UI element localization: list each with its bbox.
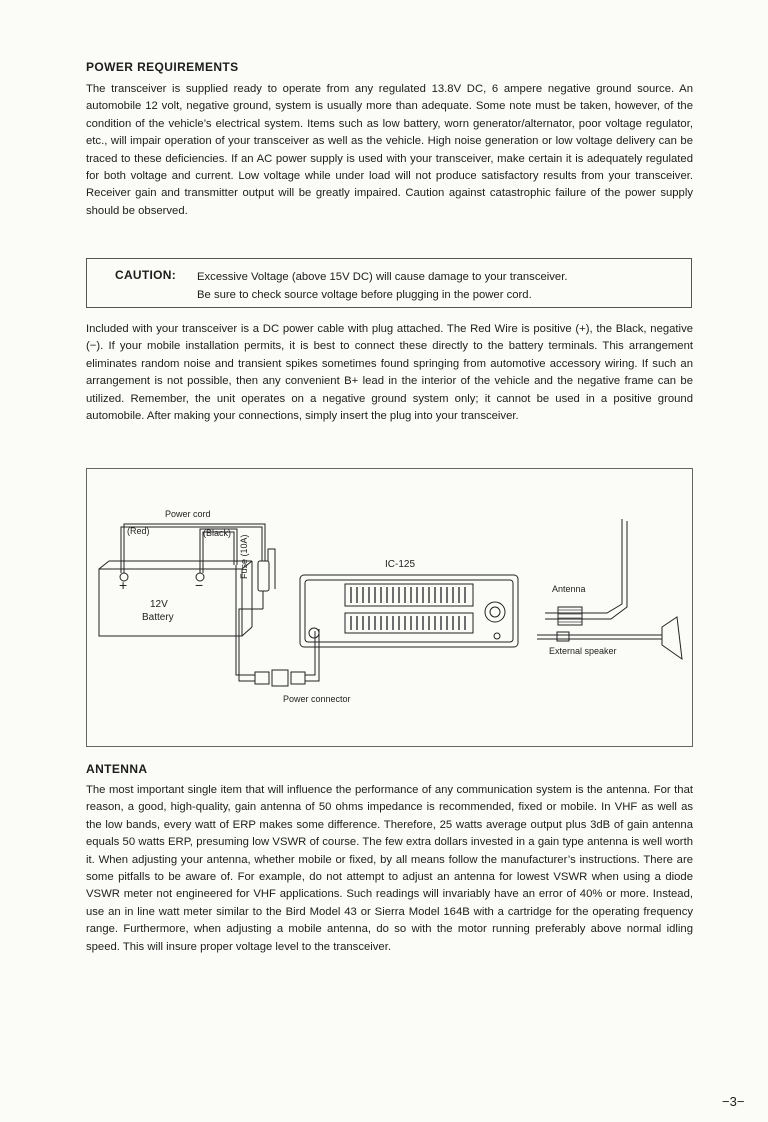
wiring-diagram xyxy=(86,468,693,747)
power-requirements-heading: POWER REQUIREMENTS xyxy=(86,60,239,74)
page-number: −3− xyxy=(722,1094,745,1109)
battery-voltage-label: 12V xyxy=(150,599,168,610)
caution-line-2: Be sure to check source voltage before plugging in the power cord. xyxy=(197,289,532,301)
antenna-heading: ANTENNA xyxy=(86,762,148,776)
tuning-knob xyxy=(485,602,505,622)
power-cord-label: Power cord xyxy=(165,509,211,519)
connector-plug xyxy=(255,672,269,684)
display-upper xyxy=(345,584,473,606)
battery-label: Battery xyxy=(142,612,174,623)
antenna-cable xyxy=(545,519,622,613)
caution-line-1: Excessive Voltage (above 15V DC) will cause damage to your transceiver. xyxy=(197,271,568,283)
black-wire-label: (Black) xyxy=(203,528,232,538)
speaker-cone xyxy=(662,617,682,659)
antenna-label: Antenna xyxy=(552,584,586,594)
plus-label: + xyxy=(119,577,128,593)
fuse xyxy=(258,561,269,591)
speaker-label: External speaker xyxy=(549,646,617,656)
fuse-label: Fuse (10A) xyxy=(239,534,249,579)
red-wire-label: (Red) xyxy=(127,526,150,536)
caution-label: CAUTION: xyxy=(115,268,177,282)
display-lower xyxy=(345,613,473,633)
caution-box xyxy=(86,258,692,308)
minus-label: − xyxy=(195,577,204,593)
model-label: IC-125 xyxy=(385,559,416,570)
antenna-paragraph: The most important single item that will influence the performance of any communication system is the antenna. For that reason, a good, high-quality, gain antenna of 50 ohms impedance is recommended, fixed or mobile. In VHF as well as the low bands, every watt of ERP makes some difference. Therefore, 25 watts average output plus 3dB of gain antenna equals 50 watts ERP, presuming low VSWR of course. The few extra dollars invested in a gain type antenna is well worth it. When adjusting your antenna, whether mobile or fixed, by all means follow the manufacturer’s instructions. There are some pitfalls to be aware of. For example, do not attempt to adjust an antenna for lowest VSWR when using a diode VSWR meter not engineered for VHF applications. Such readings will invariably have an error of 40% or more. Instead, use an in line watt meter similar to the Bird Model 43 or Sierra Model 164B with a cartridge for the operating frequency range. Furthermore, when adjusting a mobile antenna, do so with the motor running preferably above normal idling speed. This will insure proper voltage level to the transceiver. xyxy=(86,784,693,953)
power-requirements-paragraph: The transceiver is supplied ready to operate from any regulated 13.8V DC, 6 ampere negative ground source. An automobile 12 volt, negative ground, system is usually more than adequate. Some note must be taken, however, of the condition of the vehicle’s electrical system. Items such as low battery, worn generator/alternator, poor voltage regulator, etc., will impair operation of your transceiver as well as the vehicle. High noise generation or low voltage delivery can be traced to these deficiencies. If an AC power supply is used with your transceiver, make certain it is adequately regulated for both voltage and current. Low voltage while under load will not produce satisfactory results from your transceiver. Receiver gain and transmitter output will be greatly impaired. Caution against catastrophic failure of the power supply should be observed. xyxy=(86,83,693,217)
power-cable-paragraph: Included with your transceiver is a DC power cable with plug attached. The Red Wire is positive (+), the Black, negative (−). If your mobile installation permits, it is best to connect these directly to the battery terminals. This arrangement eliminates random noise and transient spikes sometimes found springing from automotive accessory wiring. If such an arrangement is not possible, then any convenient B+ lead in the interior of the vehicle and the negative frame can be utilized. Remember, the unit operates on a negative ground system only; it cannot be used in a positive ground automobile. After making your connections, simply insert the plug into your transceiver. xyxy=(86,323,693,423)
connector-label: Power connector xyxy=(283,694,351,704)
caution-text xyxy=(197,268,567,304)
power-jack xyxy=(309,628,319,638)
